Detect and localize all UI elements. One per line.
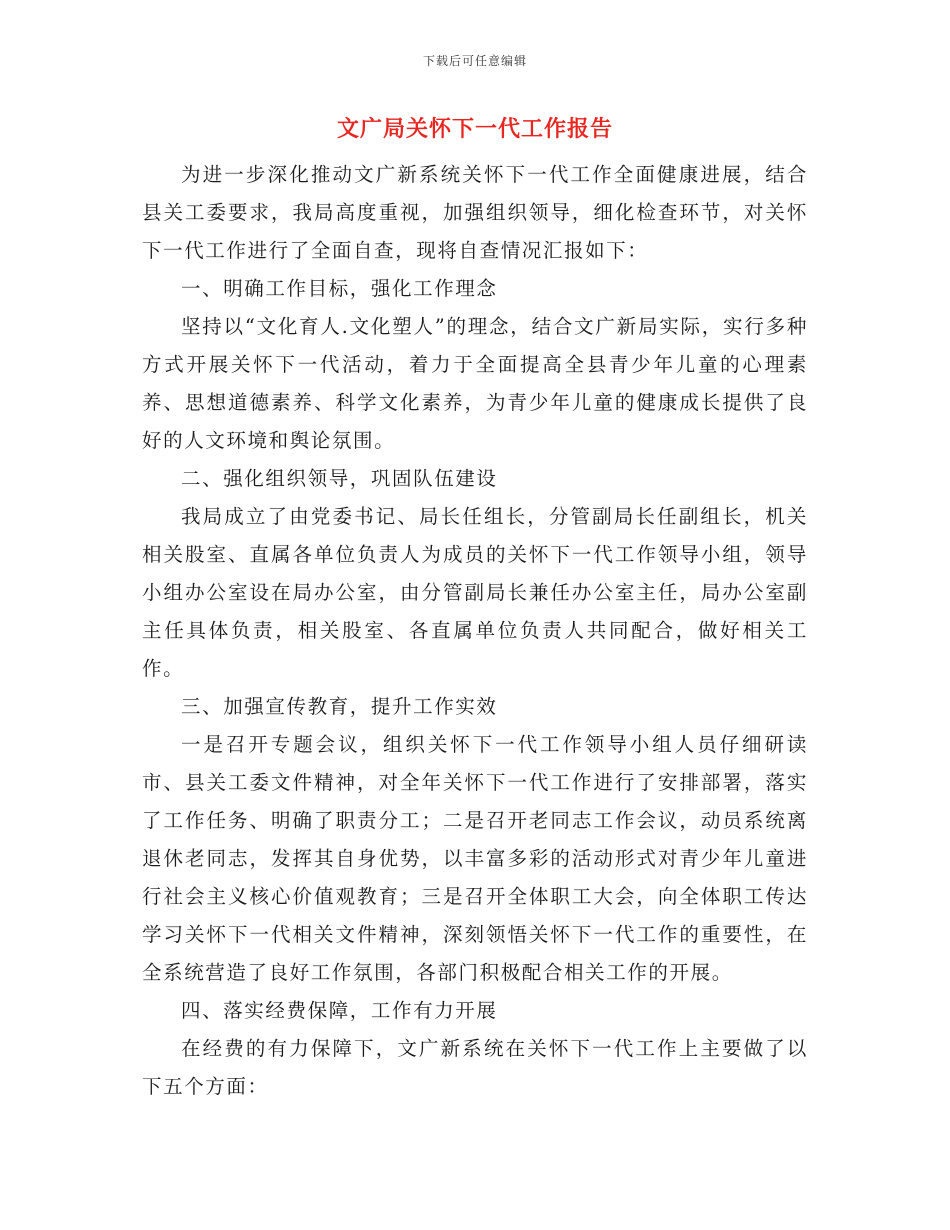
section-heading-1: 一、明确工作目标，强化工作理念 [181, 277, 498, 300]
section-body-3: 一是召开专题会议，组织关怀下一代工作领导小组人员仔细研读市、县关工委文件精神，对全年关怀下一代工作进行了安排部署，落实了工作任务、明确了职责分工；二是召开老同志工作会议，动员系统离退休老同志，发挥其自身优势，以丰富多彩的活动形式对青少年儿童进行社会主义核心价值观教育；三是召开全体职工大会，向全体职工传达学习关怀下一代相关文件精神，深刻领悟关怀下一代工作的重要性，在全系统营造了良好工作氛围，各部门积极配合相关工作的开展。 [142, 733, 808, 984]
section-body-1: 坚持以“文化育人.文化塑人”的理念，结合文广新局实际，实行多种方式开展关怀下一代活动，着力于全面提高全县青少年儿童的心理素养、思想道德素养、科学文化素养，为青少年儿童的健康成长提供了良好的人文环境和舆论氛围。 [142, 315, 808, 452]
document-title: 文广局关怀下一代工作报告 [336, 116, 613, 142]
section-heading-4: 四、落实经费保障，工作有力开展 [181, 999, 498, 1022]
section-body-4: 在经费的有力保障下，文广新系统在关怀下一代工作上主要做了以下五个方面： [142, 1037, 808, 1098]
page-header-note: 下载后可任意编辑 [422, 54, 527, 68]
section-heading-2: 二、强化组织领导，巩固队伍建设 [181, 467, 498, 490]
intro-paragraph: 为进一步深化推动文广新系统关怀下一代工作全面健康进展，结合县关工委要求，我局高度重视，加强组织领导，细化检查环节，对关怀下一代工作进行了全面自查，现将自查情况汇报如下： [142, 163, 808, 262]
document-body [142, 156, 808, 1106]
section-body-2: 我局成立了由党委书记、局长任组长，分管副局长任副组长，机关相关股室、直属各单位负责人为成员的关怀下一代工作领导小组，领导小组办公室设在局办公室，由分管副局长兼任办公室主任，局办公室副主任具体负责，相关股室、各直属单位负责人共同配合，做好相关工作。 [142, 505, 808, 680]
section-heading-3: 三、加强宣传教育，提升工作实效 [181, 695, 498, 718]
